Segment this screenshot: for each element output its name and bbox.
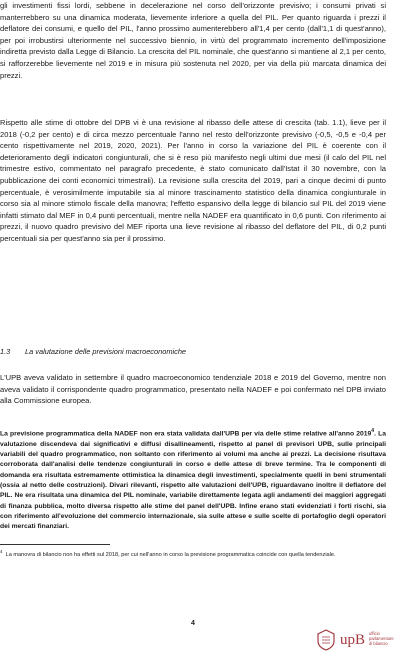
section-number: 1.3	[0, 347, 11, 356]
logo-wordmark: upB	[340, 632, 366, 648]
logo-line-2: parlamentare	[369, 636, 394, 641]
footnote-reference[interactable]: 4	[371, 428, 375, 434]
section-title: La valutazione delle previsioni macroeconomiche	[25, 347, 187, 356]
footnote-number: 4	[0, 549, 3, 554]
body-paragraph-1: gli investimenti fissi lordi, sebbene in decelerazione nel corso dell'orizzonte previsivo; i consumi privati si manterrebbero su una dinamica moderata, lievemente inferiore a quella del PIL. Per quanto riguarda i prezzi il deflatore dei consumi, e quello del PIL, l'anno prossimo aumenterebbero all'1,4 per cento (dall'1,1 di quest'anno), per poi irrobustirsi ulteriormente nel successivo biennio, in virtù del programmato incremento dell'imposizione indiretta previsto dalla Legge di Bilancio. La crescita del PIL nominale, che quest'anno si mantiene al 2,1 per cento, si rafforzerebbe lievemente nel 2019 e in misura più sostenuta nel 2020, per via della più marcata dinamica dei prezzi.	[0, 1, 386, 80]
footnote	[0, 548, 386, 559]
body-paragraph-3: L'UPB aveva validato in settembre il quadro macroeconomico tendenziale 2018 e 2019 del Governo, mentre non aveva validato il corrispondente quadro programmatico, presentato nella NADEF e poi confermato nel DPB inviato alla Commissione europea.	[0, 373, 386, 406]
highlight-text-end: . La valutazione discendeva dai significativi e diffusi disallineamenti, rispetto al panel di previsori UPB, sulle principali variabili del quadro programmatico, non soltanto con riferimento ai volumi ma anche ai prezzi. La decisione risultava corroborata dall'analisi delle tendenze congiunturali in corso e delle attese di breve termine. Tra le componenti di domanda era risultata estremamente ottimistica la dinamica degli investimenti, specialmente quelli in beni strumentali (ossia al netto delle costruzioni). Divari rilevanti, rispetto alle valutazioni dell'UPB, riguardavano inoltre il deflatore del PIL. Ne era risultata una dinamica del PIL nominale, variabile direttamente legata agli andamenti dei maggiori aggregati di finanza pubblica, molto diversa rispetto alle stime del panel dell'UPB. Infine erano stati evidenziati i forti rischi, sia con riferimento all'evoluzione del commercio internazionale, sia sulle attese e sulle scelte di portafoglio degli operatori dei mercati finanziari.	[0, 430, 386, 531]
highlight-text-start: La previsione programmatica della NADEF non era stata validata dall'UPB per via delle stime relative all'anno 2019	[0, 430, 372, 438]
logo-line-3: di bilancio	[369, 641, 388, 646]
section-heading	[0, 347, 386, 356]
page-number: 4	[191, 620, 195, 627]
footnote-text: La manovra di bilancio non ha effetti sul 2018, per cui nell'anno in corso la previsione programmatica coincide con quella tendenziale.	[5, 551, 336, 558]
upb-crest-icon	[316, 629, 336, 651]
upb-logo	[316, 627, 400, 654]
footnote-separator	[0, 544, 110, 545]
logo-line-1: ufficio	[369, 631, 380, 636]
logo-subtitle	[369, 631, 400, 646]
highlight-paragraph	[0, 426, 386, 533]
body-paragraph-2: Rispetto alle stime di ottobre del DPB vi è una revisione al ribasso delle attese di crescita (tab. 1.1), lieve per il 2018 (-0,2 per cento) e di circa mezzo percentuale l'anno nel resto dell'orizzonte previsivo (-0,5, -0,5 e -0,4 per cento rispettivamente nel 2019, 2020, 2021). Per l'anno in corso la variazione del PIL è coerente con il deterioramento degli indicatori congiunturali, che si è reso più manifesto negli ultimi due mesi (il calo del PIL nel trimestre estivo, commentato nel paragrafo precedente, è stato comunicato dall'Istat il 30 novembre, con la pubblicazione dei conti economici trimestrali). La revisione sulla crescita del 2019, pari a cinque decimi di punto percentuale, è verosimilmente imputabile sia al minore trascinamento statistico della dinamica congiunturale in corso sia al minore stimolo fiscale della manovra; l'effetto espansivo della legge di bilancio sul PIL del 2019 viene infatti stimato dal MEF in 0,4 punti percentuali, mentre nella NADEF era quantificato in 0,6 punti. Con riferimento ai prezzi, il nuovo quadro previsivo del MEF riporta una lieve revisione al ribasso del deflatore del PIL, di 0,2 punti percentuali sia per quest'anno sia per il prossimo.	[0, 118, 386, 243]
